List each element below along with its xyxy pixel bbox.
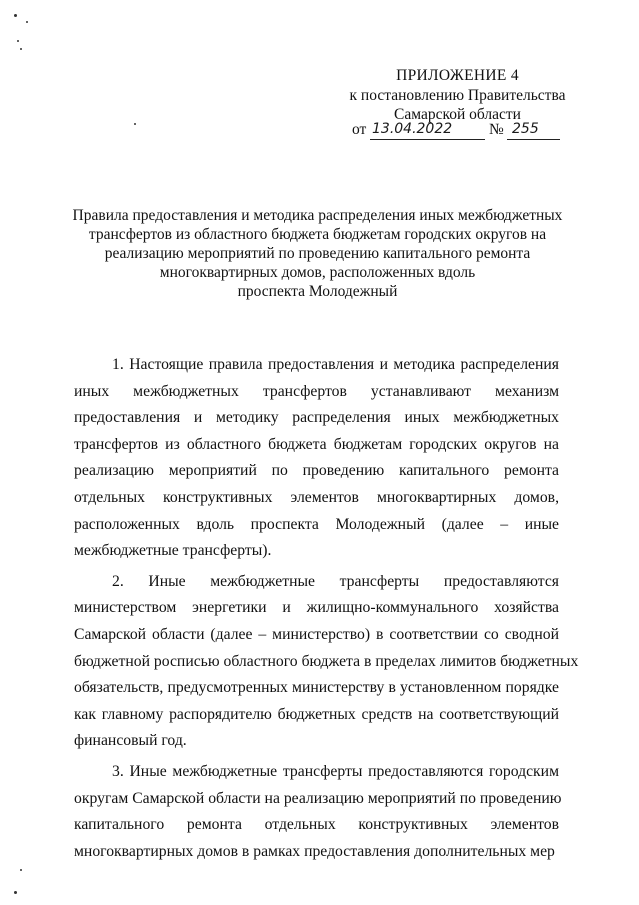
from-label: от xyxy=(352,121,367,138)
title-line: трансфертов из областного бюджета бюджетам городских округов на xyxy=(88,226,547,243)
paragraph-line: округам Самарской области на реализацию мероприятий по проведению xyxy=(74,789,562,807)
paragraph-line: капитального ремонта отдельных конструктивных элементов xyxy=(74,816,559,834)
paragraph-line: бюджетной росписью областного бюджета в пределах лимитов бюджетных xyxy=(74,652,579,670)
paragraph-line: многоквартирных домов в рамках предоставления дополнительных мер xyxy=(74,842,555,860)
document-title xyxy=(70,206,565,301)
number-underline xyxy=(507,139,560,140)
paragraph-line: 3. Иные межбюджетные трансферты предоставляются городским xyxy=(112,762,559,780)
paragraph-line: министерством энергетики и жилищно-коммунального хозяйства xyxy=(74,599,559,617)
paragraph-line: как главному распорядителю бюджетных средств на соответствующий xyxy=(74,705,559,723)
scan-speck xyxy=(17,40,19,42)
paragraph-line: финансовый год. xyxy=(74,732,187,750)
title-line: проспекта Молодежный xyxy=(237,283,398,300)
title-line: Правила предоставления и методика распределения иных межбюджетных xyxy=(72,207,563,224)
paragraph-line: расположенных вдоль проспекта Молодежный (далее – иные xyxy=(74,515,559,533)
paragraph-line: предоставления и методику распределения иных межбюджетных xyxy=(74,409,559,427)
paragraph xyxy=(74,759,562,865)
number-label: № xyxy=(489,121,504,138)
appendix-block xyxy=(340,66,575,125)
paragraph-line: трансфертов из областного бюджета бюджетам городских округов на xyxy=(74,435,559,453)
paragraph xyxy=(74,569,579,755)
paragraph-line: межбюджетные трансферты). xyxy=(74,542,272,560)
appendix-region: Самарской области xyxy=(394,106,521,123)
paragraph-line: 2. Иные межбюджетные трансферты предоставляются xyxy=(112,572,559,590)
decree-date: 13.04.2022 xyxy=(372,121,453,137)
paragraph-line: обязательств, предусмотренных министерству в установленном порядке xyxy=(74,679,559,697)
title-line: реализацию мероприятий по проведению капитального ремонта xyxy=(104,245,531,262)
scan-speck xyxy=(20,869,22,871)
title-line: многоквартирных домов, расположенных вдоль xyxy=(159,264,476,281)
date-underline xyxy=(370,139,485,140)
decree-number: 255 xyxy=(512,121,539,137)
paragraph xyxy=(74,352,559,565)
appendix-title: ПРИЛОЖЕНИЕ 4 xyxy=(396,67,519,84)
paragraph-line: Самарской области (далее – министерство) в соответствии со сводной xyxy=(74,625,559,643)
paragraph-line: иных межбюджетных трансфертов устанавливают механизм xyxy=(74,382,559,400)
appendix-subtitle: к постановлению Правительства xyxy=(349,86,566,104)
scan-speck xyxy=(14,891,17,894)
scan-speck xyxy=(14,14,17,17)
paragraph-line: реализацию мероприятий по проведению капитального ремонта xyxy=(74,462,559,480)
scan-speck xyxy=(20,48,22,50)
scan-speck xyxy=(134,123,136,125)
decree-reference xyxy=(352,121,572,143)
document-body xyxy=(74,352,579,869)
paragraph-line: отдельных конструктивных элементов многоквартирных домов, xyxy=(74,488,559,506)
scan-speck xyxy=(26,21,28,23)
paragraph-line: 1. Настоящие правила предоставления и методика распределения xyxy=(112,356,559,373)
